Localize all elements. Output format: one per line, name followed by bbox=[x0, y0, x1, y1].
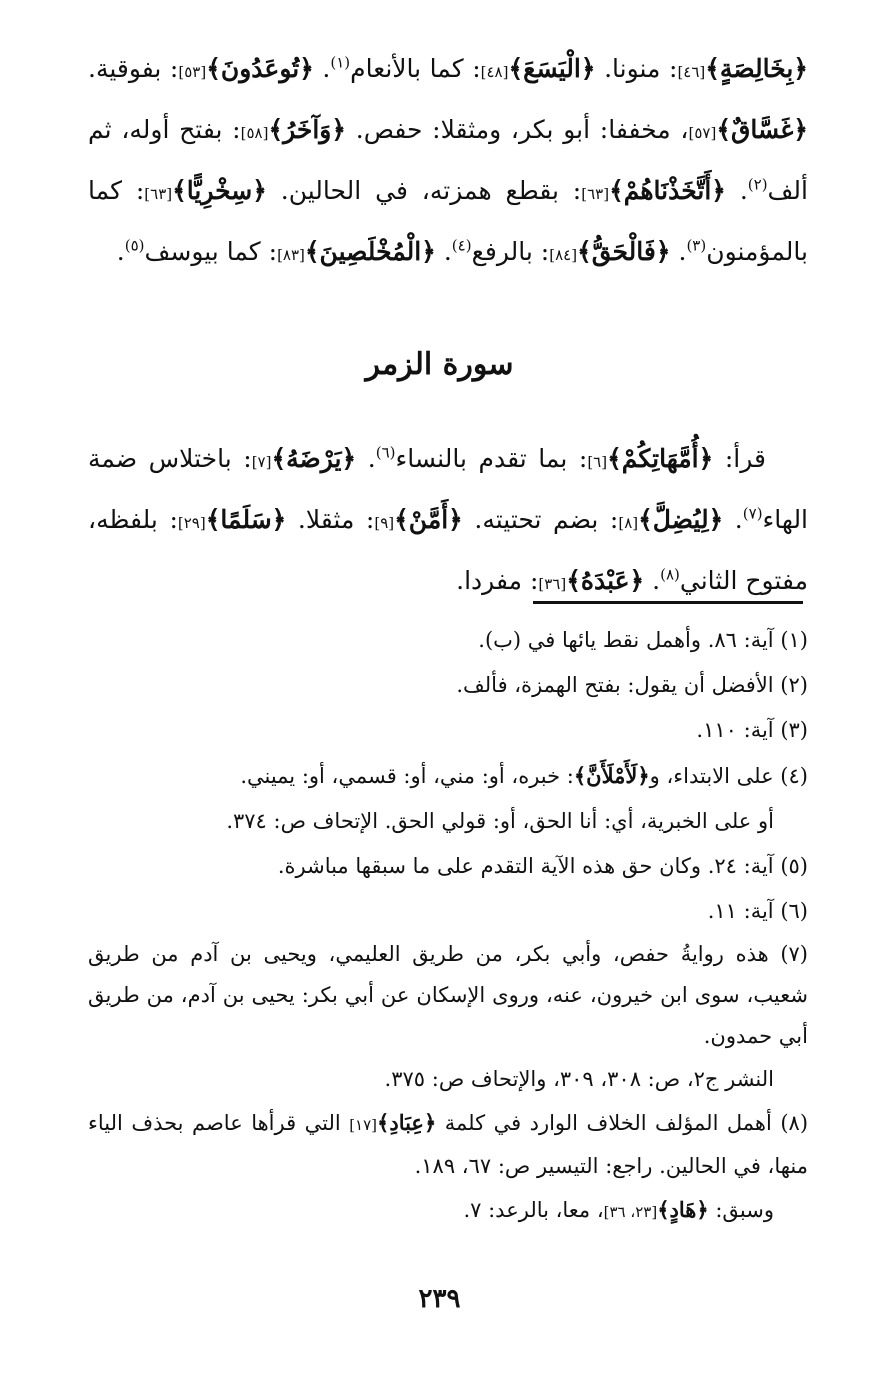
footnote-continuation bbox=[88, 1187, 808, 1235]
footnote-marker: (٧) bbox=[742, 504, 763, 523]
quran-word: ﴿بِخَالِصَةٍ﴾ bbox=[705, 54, 808, 83]
continuation-text bbox=[88, 40, 808, 284]
continuation-paragraph bbox=[88, 40, 808, 284]
text-run: قرأ: bbox=[713, 444, 766, 473]
surah-text bbox=[88, 430, 808, 613]
quran-word: ﴿وَآخَرُ﴾ bbox=[268, 115, 347, 144]
text-run: . bbox=[670, 237, 687, 266]
quran-word: ﴿عِبَادِ﴾ bbox=[377, 1110, 437, 1135]
quran-word: ﴿أَتَّخَذْنَاهُمْ﴾ bbox=[609, 176, 726, 205]
text-run: : باختلاس ضمة الهاء bbox=[88, 444, 809, 534]
text-run: : كما بيوسف bbox=[144, 237, 278, 266]
footnote bbox=[88, 889, 808, 934]
text-run: . bbox=[725, 176, 748, 205]
text-run: : بلفظه، مفتوح الثاني bbox=[88, 505, 808, 595]
text-run: (٢) الأفضل أن يقول: بفتح الهمزة، فألف. bbox=[456, 673, 808, 697]
text-run: (٧) هذه روايةُ حفص، وأبي بكر، من طريق العليمي، ويحيى بن آدم من طريق شعيب، سوى ابن خيرون، عنه، وروى الإسكان عن أبي بكر: يحيى بن آدم، من طريق أبي حمدون. bbox=[88, 942, 808, 1048]
verse-reference: [٣٦] bbox=[538, 575, 567, 593]
text-run: : مثقلا. bbox=[286, 505, 375, 534]
verse-reference: [٩] bbox=[374, 514, 395, 532]
footnote-continuation bbox=[88, 1057, 808, 1102]
text-run: . bbox=[356, 444, 376, 473]
text-run: (١) آية: ٨٦. وأهمل نقط يائها في (ب). bbox=[478, 628, 808, 652]
text-run: (٦) آية: ١١. bbox=[707, 899, 808, 923]
footnote bbox=[88, 934, 808, 1057]
footnote-continuation bbox=[88, 799, 808, 844]
text-run: : خبره، أو: مني، أو: قسمي، أو: يميني. bbox=[240, 764, 574, 788]
footnote bbox=[88, 708, 808, 753]
verse-reference: [٨] bbox=[618, 514, 639, 532]
quran-word: ﴿لَأَمْلَأَنَّ﴾ bbox=[573, 763, 650, 788]
surah-title: سورة الزمر bbox=[365, 347, 514, 382]
footnote bbox=[88, 663, 808, 708]
verse-reference: [٦٣] bbox=[144, 185, 173, 203]
text-run: . bbox=[644, 566, 661, 595]
page-number: ٢٣٩ bbox=[418, 1284, 461, 1314]
footnote bbox=[88, 1102, 808, 1187]
verse-reference: [٨٤] bbox=[549, 246, 578, 264]
footnote-marker: (٣) bbox=[686, 236, 707, 255]
verse-reference: [٧] bbox=[251, 453, 272, 471]
quran-word: ﴿لِيُضِلَّ﴾ bbox=[638, 505, 724, 534]
footnote-marker: (٥) bbox=[124, 236, 145, 255]
quran-word: ﴿تُوعَدُونَ﴾ bbox=[206, 54, 314, 83]
text-run: : بفتح أوله، ثم ألف bbox=[88, 115, 808, 205]
footnote-divider bbox=[533, 601, 803, 604]
footnote-marker: (١) bbox=[330, 53, 351, 72]
footnote bbox=[88, 753, 808, 799]
text-run: : كما بالمؤمنون bbox=[88, 176, 808, 266]
verse-reference: [٤٨] bbox=[480, 63, 509, 81]
text-run: : بضم تحتيته. bbox=[462, 505, 619, 534]
footnote bbox=[88, 844, 808, 889]
quran-word: ﴿يَرْضَهُ﴾ bbox=[271, 444, 357, 473]
text-run: : بفوقية. bbox=[88, 54, 179, 83]
text-run: . bbox=[435, 237, 452, 266]
verse-reference: [٤٦] bbox=[677, 63, 706, 81]
verse-reference: [٦] bbox=[587, 453, 608, 471]
text-run: : منونا. bbox=[595, 54, 678, 83]
footnote bbox=[88, 618, 808, 663]
quran-word: ﴿سِخْرِيًّا﴾ bbox=[172, 176, 267, 205]
quran-word: ﴿الْمُخْلَصِينَ﴾ bbox=[304, 237, 436, 266]
text-run: : كما بالأنعام bbox=[350, 54, 481, 83]
verse-reference: [٢٩] bbox=[177, 514, 206, 532]
verse-reference: [٥٣] bbox=[178, 63, 207, 81]
surah-paragraph bbox=[88, 430, 808, 613]
quran-word: ﴿سَلَمًا﴾ bbox=[205, 505, 287, 534]
verse-reference: [٥٧] bbox=[688, 124, 717, 142]
quran-word: ﴿عَبْدَهُ﴾ bbox=[566, 566, 645, 595]
footnotes bbox=[88, 618, 808, 1235]
quran-word: ﴿أَمَّنْ﴾ bbox=[394, 505, 463, 534]
text-run: (٣) آية: ١١٠. bbox=[696, 718, 808, 742]
text-run: النشر ج٢، ص: ٣٠٨، ٣٠٩، والإتحاف ص: ٣٧٥. bbox=[384, 1067, 774, 1091]
text-run: : مفردا. bbox=[456, 566, 539, 595]
footnote-marker: (٨) bbox=[660, 565, 680, 584]
text-run: : بما تقدم بالنساء bbox=[395, 444, 588, 473]
verse-reference: [٦٣] bbox=[581, 185, 610, 203]
text-run: ، معا، بالرعد: ٧. bbox=[463, 1198, 604, 1222]
text-run: (٨) أهمل المؤلف الخلاف الوارد في كلمة bbox=[436, 1111, 809, 1135]
text-run: . bbox=[723, 505, 743, 534]
footnote-marker: (٤) bbox=[451, 236, 472, 255]
verse-reference: [٨٣] bbox=[277, 246, 305, 264]
text-run: (٤) على الابتداء، و bbox=[649, 764, 808, 788]
text-run: التي قرأها عاصم بحذف الياء منها، في الحالين. راجع: التيسير ص: ٦٧، ١٨٩. bbox=[88, 1111, 808, 1178]
text-run: . bbox=[313, 54, 331, 83]
text-run: . bbox=[116, 237, 125, 266]
verse-reference: [٢٣، ٣٦] bbox=[603, 1203, 658, 1221]
verse-reference: [٥٨] bbox=[240, 124, 269, 142]
footnote-marker: (٦) bbox=[375, 443, 396, 462]
text-run: (٥) آية: ٢٤. وكان حق هذه الآية التقدم على ما سبقها مباشرة. bbox=[277, 854, 808, 878]
verse-reference: [١٧] bbox=[349, 1116, 378, 1134]
quran-word: ﴿غَسَّاقٌ﴾ bbox=[716, 115, 808, 144]
quran-word: ﴿أُمَّهَاتِكُمْ﴾ bbox=[607, 444, 714, 473]
quran-word: ﴿هَادٍ﴾ bbox=[657, 1197, 709, 1222]
text-run: : بقطع همزته، في الحالين. bbox=[266, 176, 582, 205]
text-run: : بالرفع bbox=[471, 237, 550, 266]
quran-word: ﴿فَالْحَقُّ﴾ bbox=[577, 237, 671, 266]
text-run: وسبق: bbox=[708, 1198, 774, 1222]
footnote-marker: (٢) bbox=[747, 175, 768, 194]
text-run: أو على الخبرية، أي: أنا الحق، أو: قولي الحق. الإتحاف ص: ٣٧٤. bbox=[226, 809, 774, 833]
quran-word: ﴿الْيَسَعَ﴾ bbox=[508, 54, 596, 83]
text-run: ، مخففا: أبو بكر، ومثقلا: حفص. bbox=[346, 115, 689, 144]
